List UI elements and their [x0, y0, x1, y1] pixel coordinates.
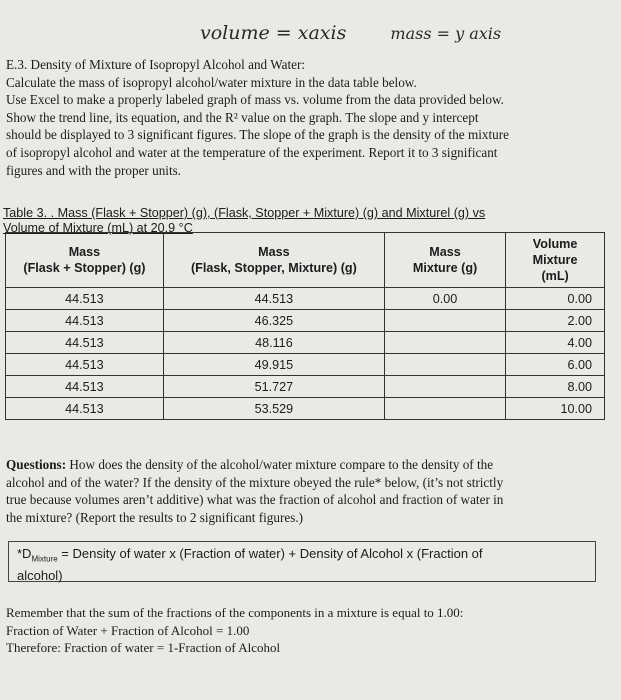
instruction-line: Show the trend line, its equation, and the R² value on the graph. The slope and y intercept — [6, 109, 479, 125]
cell-volume: 10.00 — [506, 398, 605, 420]
header-line: Mass — [429, 245, 461, 259]
header-line: Mixture — [532, 253, 578, 267]
cell-mass-mixture — [384, 310, 505, 332]
cell-volume: 2.00 — [506, 310, 605, 332]
instruction-line: Calculate the mass of isopropyl alcohol/water mixture in the data table below. — [6, 74, 417, 90]
table-row — [6, 288, 605, 310]
cell-mass-flask-stopper-mixture: 49.915 — [163, 354, 384, 376]
cell-mass-flask-stopper-mixture: 44.513 — [163, 288, 384, 310]
handwritten-note-mass: mass = y axis — [390, 24, 502, 43]
section-heading: E.3. Density of Mixture of Isopropyl Alcohol and Water: — [6, 57, 306, 72]
instruction-line: should be displayed to 3 significant figures. The slope of the graph is the density of the mixture — [6, 127, 509, 143]
remember-line: Fraction of Water + Fraction of Alcohol = 1.00 — [6, 622, 250, 638]
density-rule-box — [8, 541, 596, 582]
section-e3 — [6, 56, 606, 179]
table-row — [6, 398, 605, 420]
header-line: (Flask + Stopper) (g) — [23, 261, 146, 275]
instruction-line: figures and with the proper units. — [6, 162, 182, 178]
questions-label: Questions: — [6, 457, 67, 472]
cell-mass-flask-stopper: 44.513 — [6, 332, 164, 354]
cell-mass-flask-stopper: 44.513 — [6, 376, 164, 398]
header-line: (mL) — [541, 269, 569, 283]
density-rule-line — [17, 546, 587, 568]
header-volume-mixture — [506, 233, 605, 288]
cell-mass-mixture — [384, 354, 505, 376]
cell-mass-flask-stopper: 44.513 — [6, 310, 164, 332]
questions-line — [6, 456, 591, 474]
instruction-line: of isopropyl alcohol and water at the temperature of the experiment. Report it to 3 significant — [6, 144, 498, 160]
cell-mass-mixture: 0.00 — [384, 288, 505, 310]
questions-text: How does the density of the alcohol/water mixture compare to the density of the — [66, 457, 494, 472]
table-caption-line1: Table 3. . Mass (Flask + Stopper) (g), (Flask, Stopper + Mixture) (g) and Mixturel (g) vs — [3, 206, 486, 220]
header-mass-flask-stopper — [6, 233, 164, 288]
table-row — [6, 332, 605, 354]
header-line: (Flask, Stopper, Mixture) (g) — [190, 261, 357, 275]
cell-mass-mixture — [384, 398, 505, 420]
instruction-line: Use Excel to make a properly labeled graph of mass vs. volume from the data provided below. — [6, 92, 504, 108]
density-rule-symbol: *D — [17, 546, 32, 561]
table-caption-line2: Volume of Mixture (mL) at 20.9 °C — [3, 221, 193, 235]
table-row — [6, 310, 605, 332]
header-mass-flask-stopper-mixture — [163, 233, 384, 288]
cell-mass-mixture — [384, 376, 505, 398]
cell-mass-flask-stopper: 44.513 — [6, 398, 164, 420]
header-line: Mixture (g) — [412, 261, 478, 275]
cell-mass-flask-stopper: 44.513 — [6, 354, 164, 376]
remember-block — [6, 604, 591, 657]
header-line: Volume — [532, 237, 578, 251]
questions-line: the mixture? (Report the results to 2 significant figures.) — [6, 509, 304, 525]
remember-line: Remember that the sum of the fractions of the components in a mixture is equal to 1.00: — [6, 605, 464, 620]
questions-block — [6, 456, 591, 526]
cell-mass-mixture — [384, 332, 505, 354]
cell-mass-flask-stopper-mixture: 51.727 — [163, 376, 384, 398]
cell-volume: 0.00 — [506, 288, 605, 310]
header-line: Mass — [68, 245, 101, 259]
header-line: Mass — [258, 245, 290, 259]
density-rule-text: = Density of water x (Fraction of water) + Density of Alcohol x (Fraction of — [57, 546, 483, 561]
cell-mass-flask-stopper-mixture: 48.116 — [163, 332, 384, 354]
data-table — [5, 232, 605, 420]
questions-line: true because volumes aren’t additive) what was the fraction of alcohol and fraction of water in — [6, 492, 504, 507]
cell-mass-flask-stopper-mixture: 46.325 — [163, 310, 384, 332]
table-row — [6, 354, 605, 376]
density-rule-subscript: Mixture — [31, 554, 58, 564]
cell-volume: 8.00 — [506, 376, 605, 398]
cell-mass-flask-stopper-mixture: 53.529 — [163, 398, 384, 420]
cell-volume: 4.00 — [506, 332, 605, 354]
table-row — [6, 376, 605, 398]
table-header-row — [6, 233, 605, 288]
handwritten-note-volume: volume = xaxis — [200, 22, 347, 44]
cell-mass-flask-stopper: 44.513 — [6, 288, 164, 310]
handwritten-note — [200, 22, 501, 44]
header-mass-mixture — [384, 233, 505, 288]
cell-volume: 6.00 — [506, 354, 605, 376]
questions-line: alcohol and of the water? If the density of the mixture obeyed the rule* below, (it’s not strictly — [6, 474, 504, 490]
remember-line: Therefore: Fraction of water = 1-Fraction of Alcohol — [6, 640, 281, 655]
density-rule-line: alcohol) — [17, 567, 63, 583]
